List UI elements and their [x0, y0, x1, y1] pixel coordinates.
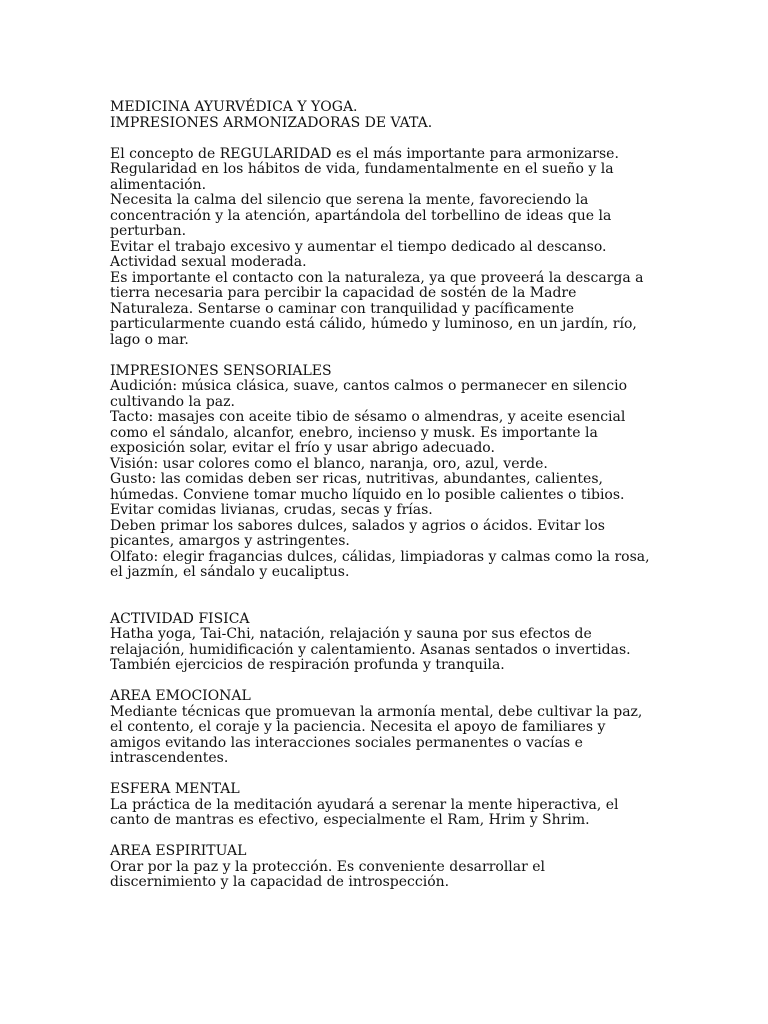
paragraph-spacer: [110, 829, 670, 845]
text-line: La práctica de la meditación ayudará a serenar la mente hiperactiva, el: [110, 796, 619, 813]
fisica-section: [110, 612, 670, 674]
document-subtitle-line: IMPRESIONES ARMONIZADORAS DE VATA.: [110, 114, 433, 131]
text-line: Mediante técnicas que promuevan la armonía mental, debe cultivar la paz,: [110, 703, 643, 720]
text-line: Necesita la calma del silencio que serena la mente, favoreciendo la: [110, 192, 589, 208]
section-heading: ACTIVIDAD FISICA: [110, 610, 250, 627]
text-line: picantes, amargos y astringentes.: [110, 533, 350, 549]
text-line: También ejercicios de respiración profunda y tranquila.: [110, 657, 505, 673]
text-line: perturban.: [110, 223, 187, 239]
paragraph-spacer: [110, 581, 670, 612]
document-page: [110, 100, 670, 891]
text-line: Visión: usar colores como el blanco, naranja, oro, azul, verde.: [110, 455, 548, 472]
text-line: concentración y la atención, apartándola del torbellino de ideas que la: [110, 207, 612, 224]
paragraph-spacer: [110, 674, 670, 690]
text-line: Deben primar los sabores dulces, salados y agrios o ácidos. Evitar los: [110, 517, 605, 534]
sensoriales-section: [110, 364, 670, 581]
mental-section: [110, 782, 670, 829]
text-line: Tacto: masajes con aceite tibio de sésamo o almendras, y aceite esencial: [110, 409, 626, 425]
text-line: El concepto de REGULARIDAD es el más importante para armonizarse.: [110, 145, 619, 162]
paragraph-spacer: [110, 131, 670, 147]
text-line: tierra necesaria para percibir la capacidad de sostén de la Madre: [110, 285, 577, 301]
text-line: Hatha yoga, Tai-Chi, natación, relajación y sauna por sus efectos de: [110, 626, 592, 642]
text-line: Naturaleza. Sentarse o caminar con tranquilidad y pacíficamente: [110, 300, 575, 317]
text-line: particularmente cuando está cálido, húmedo y luminoso, en un jardín, río,: [110, 316, 637, 332]
text-line: Audición: música clásica, suave, cantos calmos o permanecer en silencio: [110, 378, 627, 394]
text-line: intrascendentes.: [110, 750, 229, 766]
text-line: Gusto: las comidas deben ser ricas, nutritivas, abundantes, calientes,: [110, 471, 603, 487]
text-line: Evitar el trabajo excesivo y aumentar el tiempo dedicado al descanso.: [110, 238, 607, 255]
text-line: Orar por la paz y la protección. Es conveniente desarrollar el: [110, 858, 546, 875]
text-line: Evitar comidas livianas, crudas, secas y frías.: [110, 502, 433, 518]
intro-section: [110, 147, 670, 349]
text-line: el jazmín, el sándalo y eucaliptus.: [110, 564, 350, 580]
text-line: exposición solar, evitar el frío y usar abrigo adecuado.: [110, 440, 495, 456]
text-line: canto de mantras es efectivo, especialmente el Ram, Hrim y Shrim.: [110, 812, 590, 828]
text-line: relajación, humidificación y calentamiento. Asanas sentados o invertidas.: [110, 641, 631, 658]
text-line: alimentación.: [110, 176, 207, 193]
text-line: como el sándalo, alcanfor, enebro, incienso y musk. Es importante la: [110, 424, 598, 441]
section-heading: AREA EMOCIONAL: [110, 688, 251, 704]
text-line: húmedas. Conviene tomar mucho líquido en lo posible calientes o tibios.: [110, 486, 625, 503]
espiritual-section: [110, 844, 670, 891]
text-line: lago o mar.: [110, 331, 189, 348]
paragraph-spacer: [110, 348, 670, 364]
paragraph-spacer: [110, 767, 670, 783]
text-line: Es importante el contacto con la naturaleza, ya que proveerá la descarga a: [110, 269, 644, 286]
section-heading: ESFERA MENTAL: [110, 781, 240, 797]
text-line: Actividad sexual moderada.: [110, 254, 307, 270]
text-line: Olfato: elegir fragancias dulces, cálidas, limpiadoras y calmas como la rosa,: [110, 548, 650, 565]
text-line: cultivando la paz.: [110, 393, 235, 410]
text-line: amigos evitando las interacciones sociales permanentes o vacías e: [110, 734, 583, 751]
section-heading: IMPRESIONES SENSORIALES: [110, 362, 332, 379]
emocional-section: [110, 689, 670, 767]
text-line: el contento, el coraje y la paciencia. Necesita el apoyo de familiares y: [110, 719, 606, 735]
text-line: discernimiento y la capacidad de introspección.: [110, 874, 450, 890]
document-title-line: MEDICINA AYURVÉDICA Y YOGA.: [110, 99, 358, 115]
text-line: Regularidad en los hábitos de vida, fundamentalmente en el sueño y la: [110, 161, 614, 177]
section-heading: AREA ESPIRITUAL: [110, 843, 247, 859]
